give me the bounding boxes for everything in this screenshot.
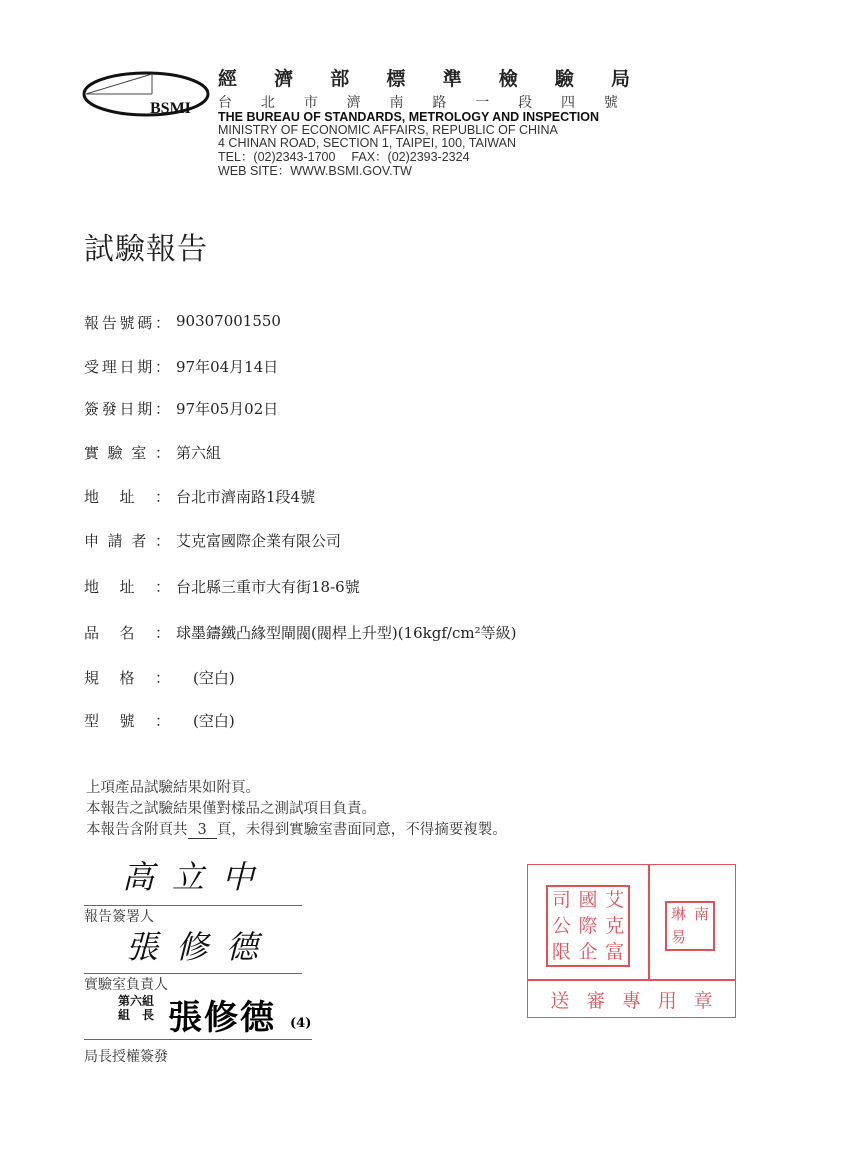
field-value-specification: (空白): [193, 669, 235, 687]
field-value-report-number: 90307001550: [176, 312, 281, 330]
field-value-lab-address: 台北市濟南路1段4號: [176, 488, 316, 506]
page-title: 試驗報告: [84, 232, 208, 267]
field-label-report-number: 報 告 號 碼 ：: [84, 314, 170, 332]
note-line-3: 本報告含附頁共 3 頁，未得到實驗室書面同意，不得摘要複製。: [86, 822, 507, 838]
field-label-issue-date: 簽 發 日 期 ：: [84, 400, 170, 418]
field-value-model: (空白): [193, 712, 235, 730]
field-label-product-name: 品 名 ：: [84, 624, 170, 642]
signature-report-signer: 高立中: [122, 858, 273, 896]
field-label-specification: 規 格 ：: [84, 669, 170, 687]
ministry-name-en: MINISTRY OF ECONOMIC AFFAIRS, REPUBLIC OF CHINA: [218, 123, 558, 137]
field-value-laboratory: 第六組: [176, 444, 222, 462]
tel-fax: TEL：(02)2343-1700 FAX：(02)2393-2324: [218, 150, 470, 164]
svg-text:BSMI: BSMI: [150, 100, 191, 117]
stamp-divider: [648, 865, 650, 979]
signature-role-authorized: 局長授權簽發: [84, 1049, 168, 1065]
field-value-product-name: 球墨鑄鐵凸緣型閘閥(閥桿上升型)(16kgf/cm²等級): [176, 624, 517, 642]
field-label-model: 型 號 ：: [84, 712, 170, 730]
field-label-applicant-address: 地 址 ：: [84, 578, 170, 596]
note-line-1: 上項產品試驗結果如附頁。: [86, 780, 260, 796]
attached-pages-count: 3: [188, 822, 217, 839]
signature-lab-head: 張修德: [126, 928, 277, 966]
signature-line: [84, 1039, 312, 1040]
field-label-applicant: 申 請 者 ：: [84, 532, 170, 550]
agency-address-cn: 台 北 市 濟 南 路 一 段 四 號: [218, 95, 618, 111]
field-label-lab-address: 地 址 ：: [84, 488, 170, 506]
personal-seal: 琳 南 易: [665, 901, 715, 951]
note-line-2: 本報告之試驗結果僅對樣品之測試項目負責。: [86, 801, 376, 817]
bsmi-logo: [80, 68, 215, 118]
company-seal: 司 國 艾 公 際 克 限 企 富: [546, 885, 630, 967]
agency-name-en: THE BUREAU OF STANDARDS, METROLOGY AND INSPECTION: [218, 110, 600, 124]
signature-role-lab-head: 實驗室負責人: [84, 977, 168, 993]
signature-seal-chief: 張修德: [168, 998, 276, 1038]
field-label-laboratory: 實 驗 室 ：: [84, 444, 170, 462]
agency-name-cn: 經 濟 部 標 準 檢 驗 局: [218, 68, 630, 90]
website: WEB SITE：WWW.BSMI.GOV.TW: [218, 164, 412, 178]
field-value-applicant: 艾克富國際企業有限公司: [176, 532, 342, 550]
field-value-accept-date: 97年04月14日: [176, 358, 279, 376]
stamp-caption: 送 審 專 用 章: [550, 989, 713, 1012]
seal-suffix: (4): [290, 1016, 312, 1031]
submission-stamp: [527, 864, 736, 1018]
section-chief-title-seal: 第六組 組 長: [118, 994, 155, 1022]
field-value-issue-date: 97年05月02日: [176, 400, 279, 418]
signature-role-report-signer: 報告簽署人: [84, 909, 154, 925]
field-value-applicant-address: 台北縣三重市大有街18-6號: [176, 578, 360, 596]
field-label-accept-date: 受 理 日 期 ：: [84, 358, 170, 376]
agency-address-en: 4 CHINAN ROAD, SECTION 1, TAIPEI, 100, TAIWAN: [218, 136, 516, 150]
